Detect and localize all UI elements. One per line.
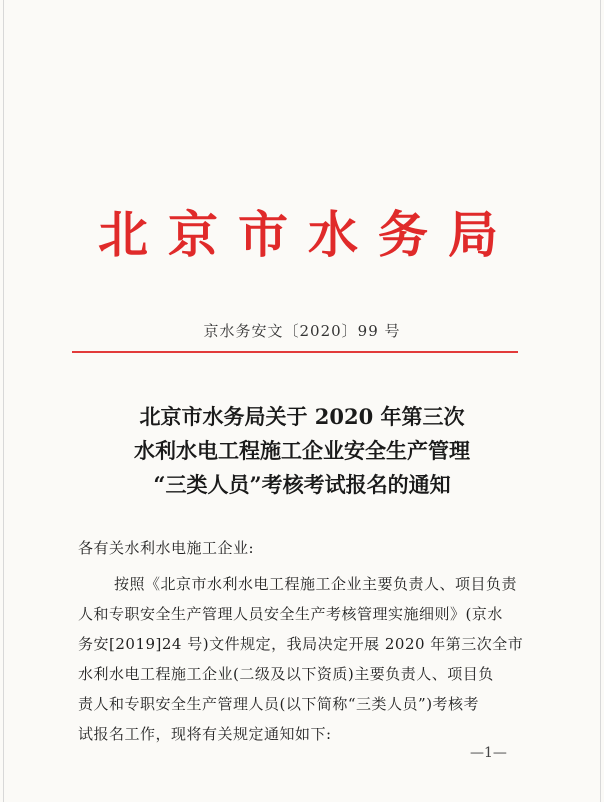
notice-title [0,400,604,502]
letterhead-red-rule [72,351,518,353]
document-number: 京水务安文〔2020〕99 号 [203,322,401,340]
title-line: “三类人员”考核考试报名的通知 [153,472,451,497]
body-line: 试报名工作，现将有关规定通知如下: [78,725,332,743]
title-line: 北京市水务局关于 2020 年第三次 [139,404,465,429]
title-line: 水利水电工程施工企业安全生产管理 [134,438,470,463]
body-line: 水利水电工程施工企业(二级及以下资质)主要负责人、项目负 [78,665,494,683]
body-line: 人和专职安全生产管理人员安全生产考核管理实施细则》(京水 [78,605,503,623]
salutation: 各有关水利水电施工企业: [78,539,255,557]
body-line: 责人和专职安全生产管理人员(以下简称“三类人员”)考核考 [78,695,480,713]
body-paragraph [78,569,524,749]
page-number: —1— [470,745,507,761]
body-line: 按照《北京市水利水电工程施工企业主要负责人、项目负责 [114,575,518,593]
agency-letterhead: 北京市水务局 [98,205,518,264]
body-line: 务安[2019]24 号)文件规定，我局决定开展 2020 年第三次全市 [78,635,524,653]
